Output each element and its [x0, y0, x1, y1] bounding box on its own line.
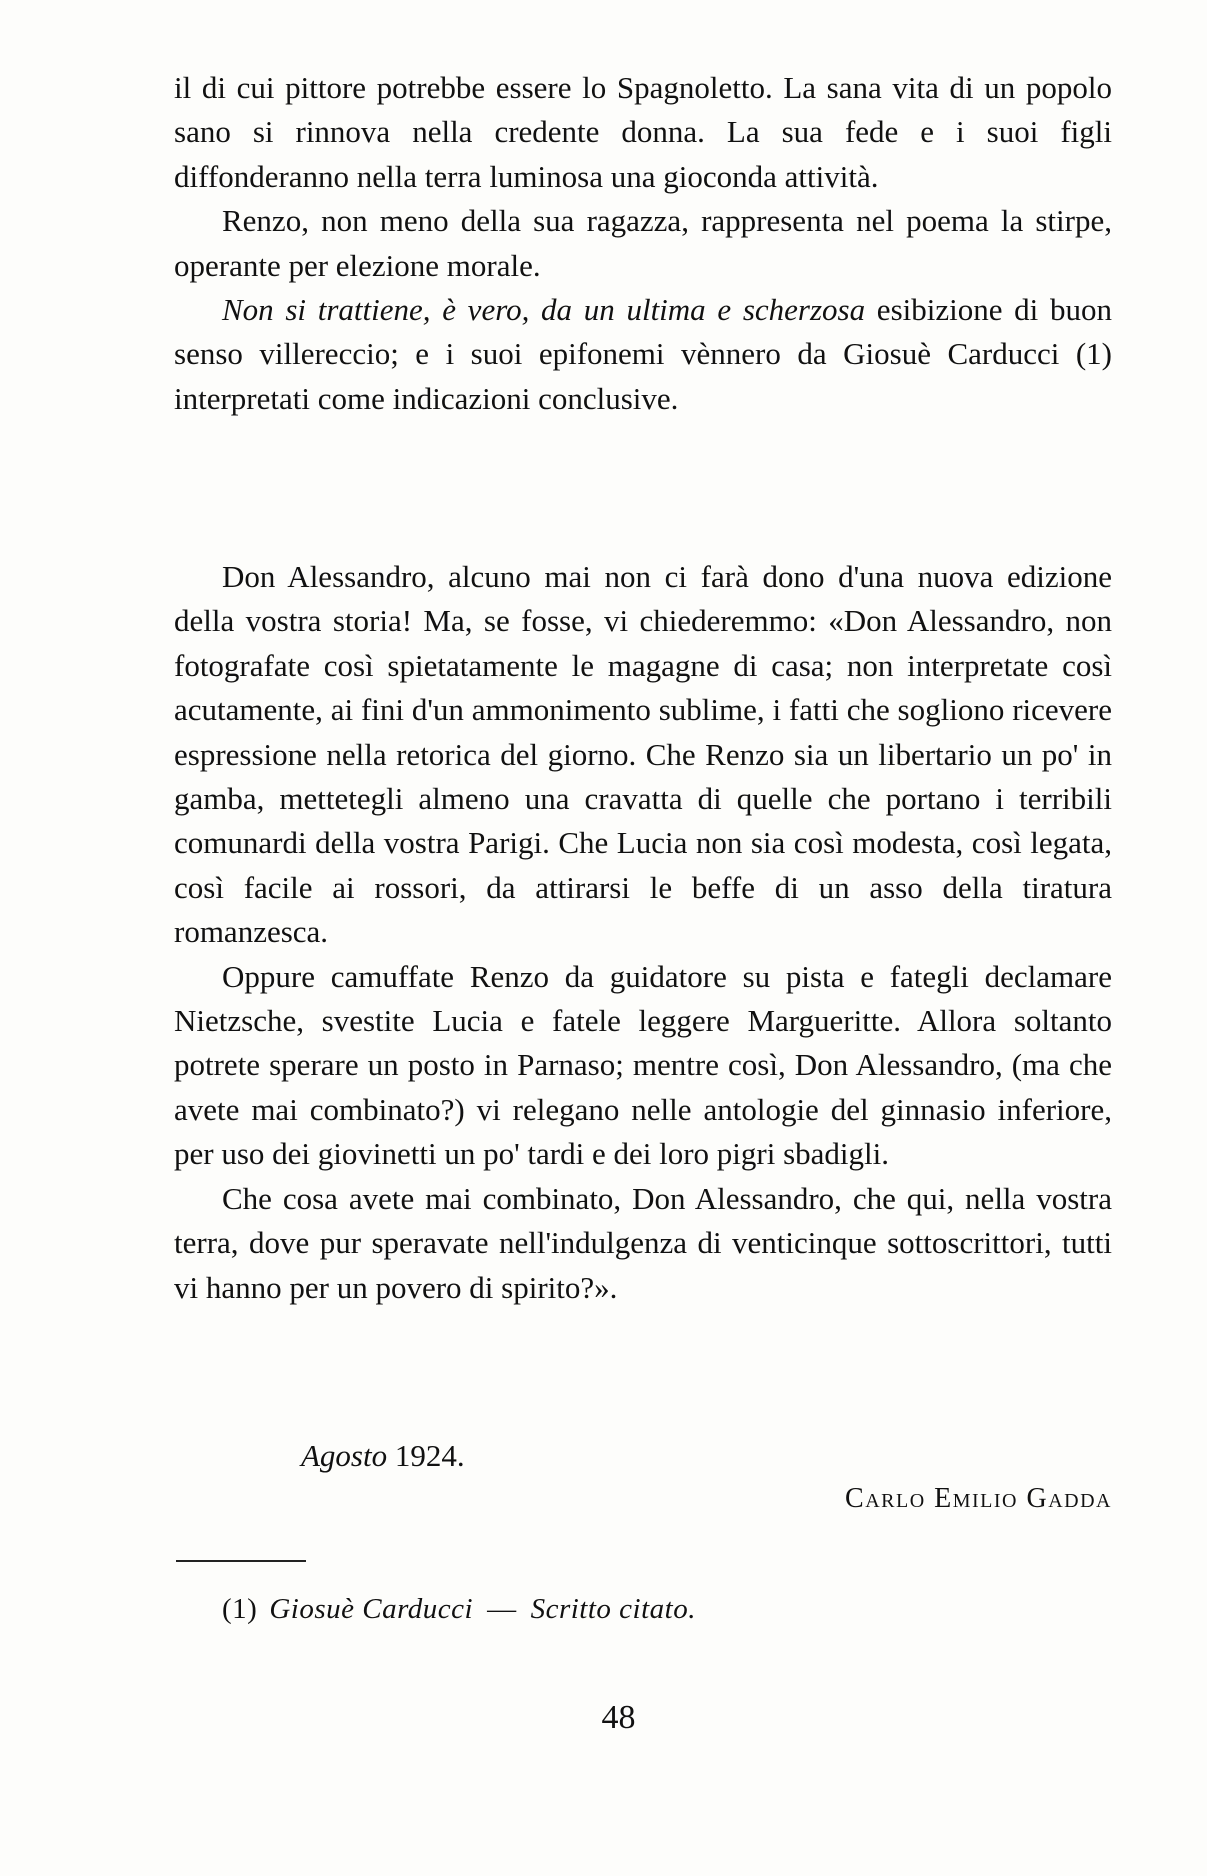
text-block-bottom: [174, 555, 1112, 1310]
paragraph: il di cui pittore potrebbe essere lo Spagnoletto. La sana vita di un popolo sano si rinnova nella credente donna. La sua fede e i suoi figli diffonderanno nella terra luminosa una gioconda attività.: [174, 70, 1112, 194]
paragraph: Oppure camuffate Renzo da guidatore su pista e fategli declamare Nietzsche, svestite Lucia e fatele leggere Margueritte. Allora soltanto potrete sperare un posto in Parnaso; mentre così, Don Alessandro, (ma che avete mai combinato?) vi relegano nelle antologie del ginnasio inferiore, per uso dei giovinetti un po' tardi e dei loro pigri sbadigli.: [174, 958, 1112, 1172]
footnote-author: Giosuè Carducci: [269, 1593, 474, 1625]
date-month: Agosto: [301, 1438, 388, 1473]
text-block-top: [174, 66, 1112, 421]
paragraph: Renzo, non meno della sua ragazza, rappresenta nel poema la stirpe, operante per elezione morale.: [174, 203, 1112, 283]
footnote-mark: (1): [222, 1593, 258, 1625]
footnote-reference: Scritto citato.: [530, 1593, 696, 1625]
author-signature: Carlo Emilio Gadda: [845, 1483, 1112, 1514]
date-year: 1924.: [394, 1438, 465, 1473]
paragraph: Don Alessandro, alcuno mai non ci farà dono d'una nuova edizione della vostra storia! Ma, se fosse, vi chiederemmo: «Don Alessandro, non fotografate così spietatamente le magagne di casa; non interpretate così acutamente, ai fini d'un ammonimento sublime, i fatti che sogliono ricevere espressione nella retorica del giorno. Che Renzo sia un libertario un po' in gamba, mettetegli almeno una cravatta di quelle che portano i terribili comunardi della vostra Parigi. Che Lucia non sia così modesta, così legata, così facile ai rossori, da attirarsi le beffe di un asso della tiratura romanzesca.: [174, 559, 1112, 950]
footnote-dash: —: [487, 1593, 517, 1625]
date-line: [301, 1434, 465, 1478]
paragraph: [174, 288, 1112, 421]
italic-phrase: Non si trattiene, è vero, da un ultima e scherzosa: [222, 292, 866, 328]
page-number: 48: [601, 1699, 636, 1736]
footnote-rule: [176, 1560, 306, 1562]
paragraph: Che cosa avete mai combinato, Don Alessandro, che qui, nella vostra terra, dove pur speravate nell'indulgenza di venticinque sottoscrittori, tutti vi hanno per un povero di spirito?».: [174, 1180, 1112, 1305]
paragraph-rest: esibizione di buon senso villereccio; e i suoi epifonemi vènnero da Giosuè Carducci (1) interpretati come indicazioni conclusive.: [174, 292, 1112, 416]
footnote: [222, 1587, 696, 1631]
